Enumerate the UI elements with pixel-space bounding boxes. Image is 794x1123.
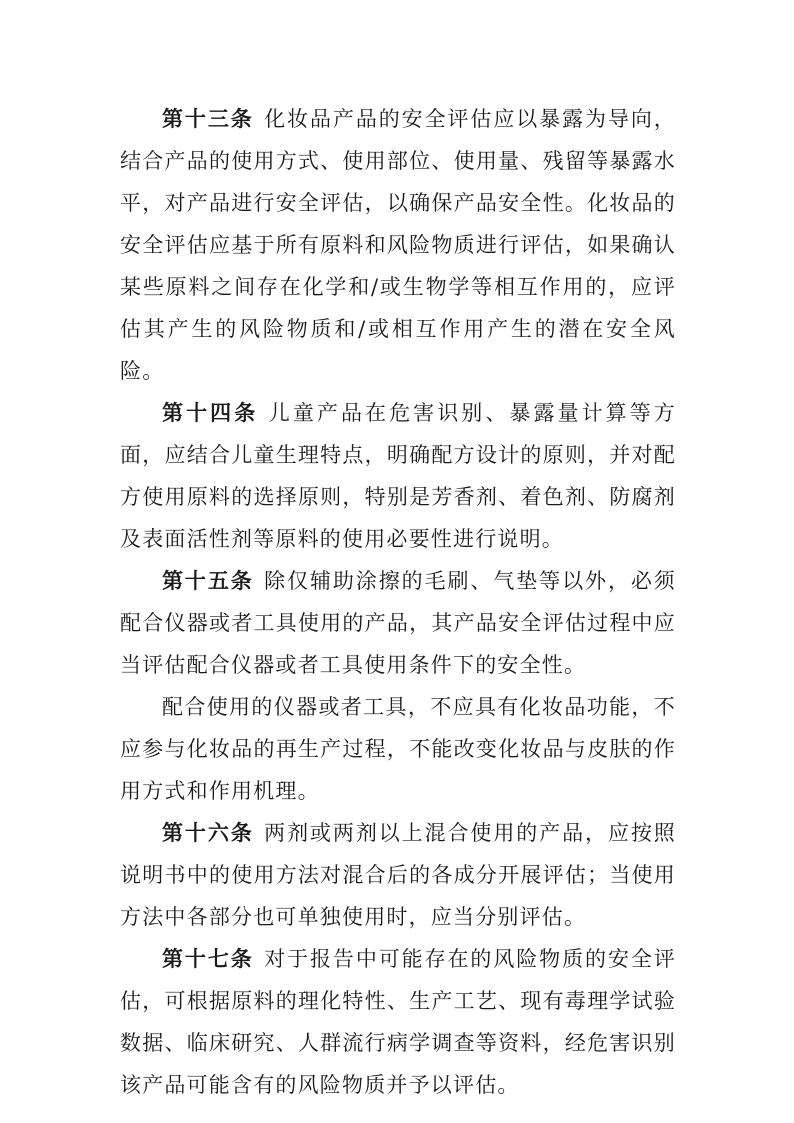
article-number: 第十七条 [162,947,254,971]
article-13 [120,98,676,392]
article-16 [120,812,676,938]
article-text: 除仅辅助涂擦的毛刷、气垫等以外，必须配合仪器或者工具使用的产品，其产品安全评估过程中应当评估配合仪器或者工具使用条件下的安全性。 [120,569,676,677]
article-17 [120,938,676,1106]
article-15 [120,560,676,686]
article-15-supplement [120,686,676,812]
article-text: 两剂或两剂以上混合使用的产品，应按照说明书中的使用方法对混合后的各成分开展评估；当使用方法中各部分也可单独使用时，应当分别评估。 [120,821,676,929]
document-body [120,98,676,1106]
article-text: 化妆品产品的安全评估应以暴露为导向，结合产品的使用方式、使用部位、使用量、残留等暴露水平，对产品进行安全评估，以确保产品安全性。化妆品的安全评估应基于所有原料和风险物质进行评估，如果确认某些原料之间存在化学和/或生物学等相互作用的，应评估其产生的风险物质和/或相互作用产生的潜在安全风险。 [120,107,676,383]
article-14 [120,392,676,560]
article-text: 儿童产品在危害识别、暴露量计算等方面，应结合儿童生理特点，明确配方设计的原则，并对配方使用原料的选择原则，特别是芳香剂、着色剂、防腐剂及表面活性剂等原料的使用必要性进行说明。 [120,401,676,551]
article-number: 第十四条 [162,401,259,425]
article-text: 配合使用的仪器或者工具，不应具有化妆品功能，不应参与化妆品的再生产过程，不能改变化妆品与皮肤的作用方式和作用机理。 [120,695,676,803]
article-text: 对于报告中可能存在的风险物质的安全评估，可根据原料的理化特性、生产工艺、现有毒理学试验数据、临床研究、人群流行病学调查等资料，经危害识别该产品可能含有的风险物质并予以评估。 [120,947,676,1097]
article-number: 第十六条 [162,821,254,845]
article-number: 第十三条 [162,107,254,131]
article-number: 第十五条 [162,569,254,593]
